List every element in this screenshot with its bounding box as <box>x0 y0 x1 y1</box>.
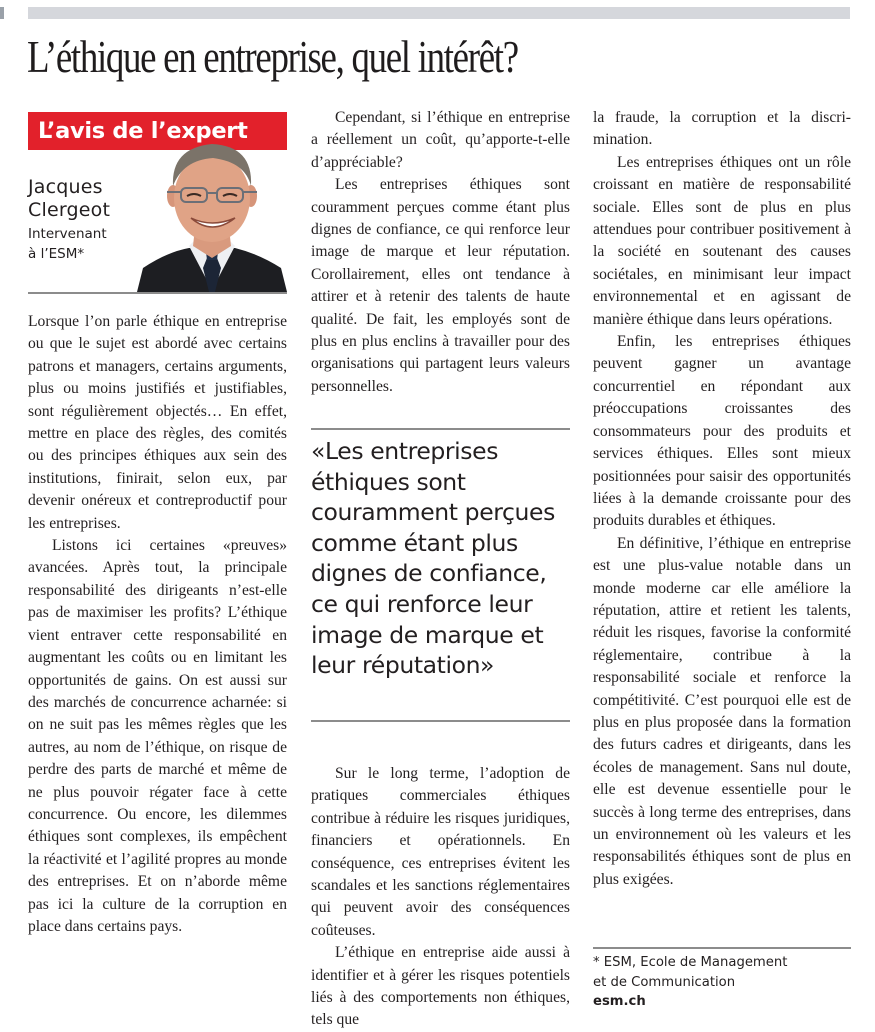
footnote <box>593 953 853 1012</box>
author-role <box>28 224 107 264</box>
footnote-divider <box>593 947 851 949</box>
article-column-2 <box>311 107 570 398</box>
paragraph: L’éthique en entreprise aide aussi à identifier et à gérer les risques potentiels liés à des comportements non éthiques, tels que <box>311 944 570 1029</box>
author-last-name: Clergeot <box>28 199 111 221</box>
page-edge-marker <box>0 7 4 19</box>
footnote-line-1: * ESM, Ecole de Management <box>593 955 788 970</box>
paragraph: Les entreprises éthiques ont un rôle croissant en matière de responsabilité sociale. Elles sont de plus en plus attendues pour contribuer positivement à la société en soutenant des causes sociétales, en minimisant leur impact environnemental et en agissant de manière éthique dans leurs opérations. <box>593 153 851 328</box>
author-role-line-2: à l’ESM* <box>28 246 85 262</box>
paragraph: Cependant, si l’éthique en entreprise a réellement un coût, qu’apporte-t-elle d’appréciable? <box>311 109 570 171</box>
portrait-illustration-icon <box>137 140 287 292</box>
website-link[interactable]: esm.ch <box>593 994 646 1009</box>
footnote-line-2: et de Communication <box>593 974 736 990</box>
pull-quote-bottom-rule <box>311 720 570 722</box>
author-name <box>28 176 110 222</box>
section-label-badge: L’avis de l’expert <box>28 112 287 150</box>
paragraph: Listons ici certaines «preuves» avancées. Après tout, la principale responsabilité des dirigeants n’est-elle pas de maximiser les profits? L’éthique vient entraver cette responsabilité en augmentant les coûts ou en limitant les opportunités de gains. On est aussi sur des marchés de concurrence acharnée: si on ne suit pas les mêmes règles que les autres, au nom de l’éthique, on risque de perdre des parts de marché et même de ne plus pouvoir régater face à cette concurrence. Ou encore, les dilemmes éthiques sont complexes, ils empêchent la réactivité et l’agilité propres au monde des entreprises. Et on n’aborde même pas ici la culture de la corruption en place dans certains pays. <box>28 537 287 935</box>
paragraph: Lorsque l’on parle éthique en entreprise ou que le sujet est abordé avec certains patrons et managers, certains arguments, plus ou moins justifiés et justifiables, sont régulièrement objectés… En effet, mettre en place des règles, des comités ou des principes éthiques aux sein des institutions, finirait, selon eux, par devenir onéreux et contreproductif pour les entreprises. <box>28 313 287 532</box>
author-role-line-1: Intervenant <box>28 226 107 242</box>
article-column-2-continued <box>311 763 570 1032</box>
paragraph: En définitive, l’éthique en entreprise est une plus-value notable dans un monde moderne car elle améliore la réputation, attire et retient les talents, réduit les risques, favorise la conformité réglementaire, contribue à la responsabilité sociale et renforce la compétitivité. C’est pourquoi elle est de plus en plus proposée dans la formation des futurs cadres et dirigeants, dans les écoles de management. Sans nul doute, elle est devenue essentielle pour le succès à long terme des entreprises, dans un environnement où les valeurs et les responsabilités éthiques sont de plus en plus exigées. <box>593 534 851 888</box>
article-column-1 <box>28 311 287 938</box>
article-column-3 <box>593 107 851 891</box>
paragraph: Sur le long terme, l’adoption de pratiques commerciales éthiques contribue à réduire les risques juridiques, financiers et opérationnels. En conséquence, ces entreprises évitent les scandales et les sanctions réglementaires qui peuvent avoir des conséquences coûteuses. <box>311 765 570 939</box>
author-first-name: Jacques <box>28 176 103 198</box>
paragraph: Enfin, les entreprises éthiques peuvent gagner un avantage concurrentiel en répondant aux préoccupations croissantes des consommateurs pour des produits et services éthiques. Elles sont mieux positionnées pour saisir des opportunités liées à la demande croissante pour des produits durables et éthiques. <box>593 333 851 530</box>
author-block-divider <box>28 292 287 294</box>
paragraph: la fraude, la corruption et la discrimination. <box>593 109 851 149</box>
author-portrait-photo <box>137 140 287 292</box>
pull-quote-top-rule <box>311 428 570 430</box>
section-top-bar <box>28 7 850 19</box>
paragraph: Les entreprises éthiques sont couramment perçues comme étant plus dignes de confiance, ce qui renforce leur image de marque et leur réputation. Corollairement, elles ont tendance à attirer et à retenir des talents de haute qualité. De fait, les employés sont de plus en plus enclins à travailler pour des organisations qui partagent leurs valeurs personnelles. <box>311 176 570 395</box>
pull-quote: «Les entreprises éthiques sont couramment perçues comme étant plus dignes de confiance, ce qui renforce leur image de marque et leur réputation» <box>311 437 555 680</box>
article-headline: L’éthique en entreprise, quel intérêt? <box>27 32 518 82</box>
